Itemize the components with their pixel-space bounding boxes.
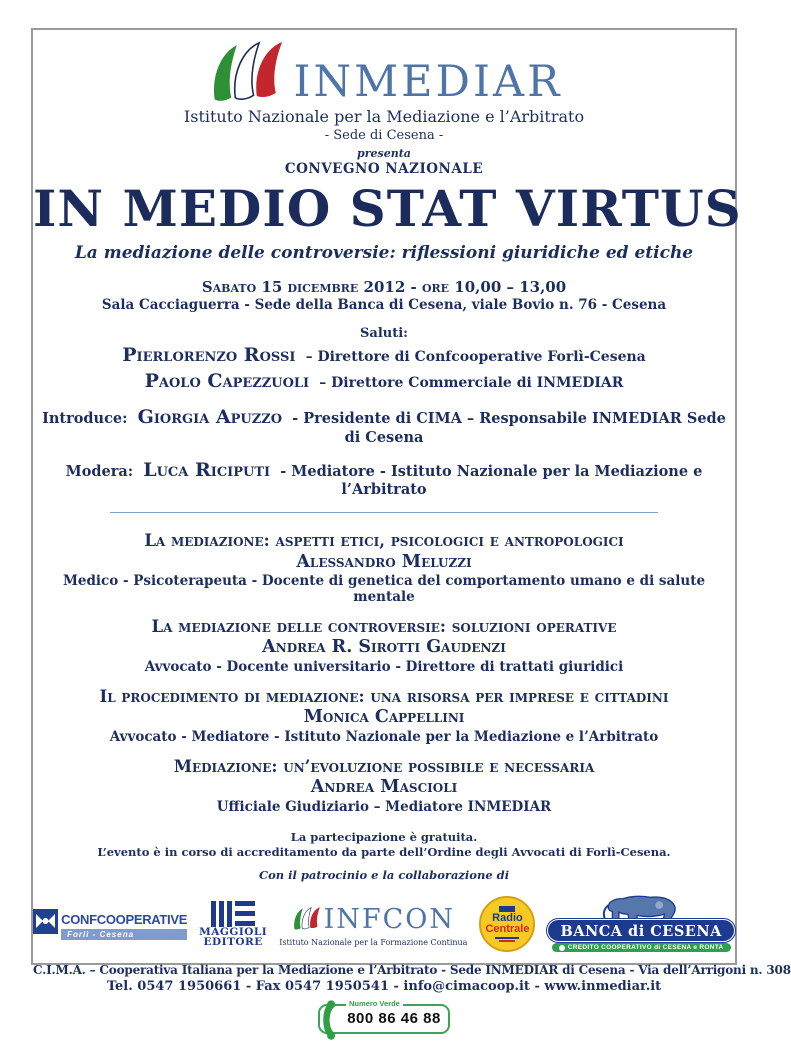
- speaker-name: Paolo Capezzuoli: [144, 369, 310, 392]
- speaker-role: – Direttore Commerciale di INMEDIAR: [319, 374, 624, 391]
- introduce-line: [33, 407, 735, 446]
- session-2: [33, 618, 735, 675]
- maggioli-name-line1: MAGGIOLI: [199, 926, 268, 939]
- speaker-name: Pierlorenzo Rossi: [122, 344, 296, 366]
- modera-role: - Mediatore - Istituto Nazionale per la Mediazione e l’Arbitrato: [280, 462, 703, 499]
- phone-icon: [316, 999, 336, 1041]
- radio-centrale-logo: [479, 896, 535, 952]
- page-subtitle: La mediazione delle controversie: riflessioni giuridiche ed etiche: [74, 243, 694, 263]
- session-4: [33, 758, 735, 815]
- session-role: Avvocato - Docente universitario - Direttore di trattati giuridici: [144, 658, 624, 675]
- accreditation-note: L’evento è in corso di accreditamento da parte dell’Ordine degli Avvocati di Forlì-Cesena.: [97, 845, 671, 860]
- confcooperative-logo: [33, 909, 187, 940]
- saluti-speaker-rossi: [33, 345, 735, 367]
- banca-sub: CREDITO COOPERATIVO di CESENA e RONTA: [567, 944, 724, 952]
- event-venue: Sala Cacciaguerra - Sede della Banca di Cesena, viale Bovio n. 76 - Cesena: [101, 297, 667, 313]
- session-title: La mediazione: aspetti etici, psicologici e antropologici: [144, 531, 624, 551]
- event-date: Sabato 15 dicembre 2012 - ore 10,00 – 13,00: [201, 278, 567, 296]
- session-role: Medico - Psicoterapeuta - Docente di genetica del comportamento umano e di salute mentale: [62, 573, 706, 605]
- session-3: [33, 688, 735, 745]
- sede-line: - Sede di Cesena -: [324, 128, 444, 143]
- session-role: Avvocato - Mediatore - Istituto Nazionale per la Mediazione e l’Arbitrato: [109, 728, 659, 745]
- introduce-prefix: Introduce:: [42, 409, 128, 427]
- institute-line: Istituto Nazionale per la Mediazione e l’Arbitrato: [183, 107, 585, 126]
- infcon-sails-icon: [292, 901, 322, 937]
- numero-verde-number: 800 86 46 88: [347, 1010, 441, 1028]
- maggioli-bars-icon: [211, 901, 255, 927]
- session-role: Ufficiale Giudiziario – Mediatore INMEDIAR: [216, 799, 552, 816]
- saluti-speaker-capezzuoli: [33, 371, 735, 393]
- session-title: La mediazione delle controversie: soluzioni operative: [151, 616, 617, 636]
- modera-prefix: Modera:: [65, 462, 134, 480]
- session-speaker: Andrea R. Sirotti Gaudenzi: [262, 637, 506, 658]
- numero-verde-label: Numero Verde: [346, 999, 403, 1008]
- introduce-name: Giorgia Apuzzo: [137, 405, 283, 428]
- section-divider: [110, 512, 658, 513]
- session-speaker: Monica Cappellini: [303, 707, 465, 728]
- radio-centrale-line1: Radio: [492, 912, 523, 925]
- sponsor-logos-row: [33, 890, 735, 958]
- radio-centrale-frequency-bar: [495, 937, 519, 939]
- maggioli-name-line2: EDITORE: [203, 936, 263, 949]
- banca-dot-icon: [559, 945, 565, 951]
- inmediar-logo-text: INMEDIAR: [293, 57, 563, 107]
- banca-name: BANCA di CESENA: [560, 923, 722, 941]
- inmediar-logo: [33, 42, 735, 107]
- maggioli-editore-logo: [199, 901, 267, 947]
- participation-note: La partecipazione è gratuita.: [290, 830, 478, 845]
- session-title: Il procedimento di mediazione: una risorsa per imprese e cittadini: [99, 686, 669, 706]
- speaker-role: – Direttore di Confcooperative Forlì-Cesena: [305, 349, 646, 365]
- session-1: [33, 532, 735, 604]
- footer-contacts: Tel. 0547 1950661 - Fax 0547 1950541 - info@cimacoop.it - www.inmediar.it: [106, 979, 662, 995]
- flyer-sheet: [31, 28, 791, 1028]
- modera-line: [33, 460, 735, 499]
- inmediar-sails-icon: [206, 42, 290, 104]
- saluti-label: Saluti:: [360, 326, 408, 341]
- confcooperative-icon: [33, 909, 58, 934]
- page-title: IN MEDIO STAT VIRTUS: [33, 179, 742, 238]
- infcon-name: INFCON: [323, 903, 456, 935]
- infcon-logo: [279, 901, 467, 947]
- session-speaker: Andrea Mascioli: [310, 777, 458, 798]
- infcon-sub: Istituto Nazionale per la Formazione Continua: [279, 938, 468, 948]
- session-title: Mediazione: un’evoluzione possibile e necessaria: [173, 756, 595, 776]
- radio-centrale-slogan-bar: [499, 940, 515, 942]
- banca-di-cesena-logo: [547, 896, 734, 952]
- modera-name: Luca Riciputi: [143, 458, 271, 481]
- footer-address: C.I.M.A. – Cooperativa Italiana per la Mediazione e l’Arbitrato - Sede INMEDIAR di Cesena - Via dell’Arrigoni n. 308: [33, 963, 791, 978]
- convegno-line: CONVEGNO NAZIONALE: [284, 161, 484, 177]
- radio-centrale-line2: Centrale: [485, 923, 530, 936]
- session-speaker: Alessandro Meluzzi: [296, 551, 472, 572]
- patrocinio-note: Con il patrocinio e la collaborazione di: [258, 868, 510, 883]
- numero-verde-badge: [318, 999, 450, 1034]
- confcooperative-name: CONFCOOPERATIVE: [61, 911, 188, 927]
- introduce-role: - Presidente di CIMA – Responsabile INMEDIAR Sede di Cesena: [292, 409, 726, 446]
- confcooperative-sub: Forlì - Cesena: [61, 929, 187, 940]
- presenta-line: presenta: [357, 147, 411, 160]
